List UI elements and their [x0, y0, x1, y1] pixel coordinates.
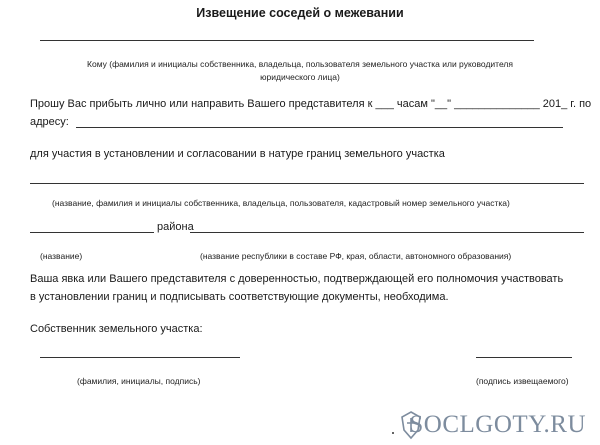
address-line	[76, 127, 563, 128]
district-name-line	[30, 232, 154, 233]
address-label: адресу:	[30, 116, 69, 128]
signature-caption: (фамилия, инициалы, подпись)	[77, 376, 201, 386]
owner-line	[30, 183, 584, 184]
attendance-line2: в установлении границ и подписывать соответствующие документы, необходима.	[30, 291, 449, 303]
republic-caption: (название республики в составе РФ, края, области, автономного образования)	[200, 251, 512, 261]
signature-line	[40, 357, 240, 358]
notified-caption: (подпись извещаемого)	[476, 376, 569, 386]
district-label: района	[157, 221, 194, 233]
recipient-caption-line2: юридического лица)	[260, 72, 340, 82]
decorative-dot	[392, 432, 394, 434]
republic-line	[190, 232, 584, 233]
participation-text: для участия в установлении и согласовании в натуре границ земельного участка	[30, 148, 445, 160]
recipient-line	[40, 40, 534, 41]
owner-label: Собственник земельного участка:	[30, 323, 203, 335]
page-title: Извещение соседей о межевании	[196, 6, 404, 20]
name-caption: (название)	[40, 251, 83, 261]
recipient-caption-line1: Кому (фамилия и инициалы собственника, владельца, пользователя земельного участка или руководителя	[87, 59, 513, 69]
attendance-line1: Ваша явка или Вашего представителя с доверенностью, подтверждающей его полномочия участвовать	[30, 273, 564, 285]
request-line: Прошу Вас прибыть лично или направить Вашего представителя к ___ часам "__" ______________ 201_ г. по	[30, 98, 592, 110]
owner-caption: (название, фамилия и инициалы собственника, владельца, пользователя, кадастровый номер земельного участка)	[52, 198, 510, 208]
watermark-text: SOCLGOTY.RU	[409, 411, 586, 438]
notified-signature-line	[476, 357, 572, 358]
